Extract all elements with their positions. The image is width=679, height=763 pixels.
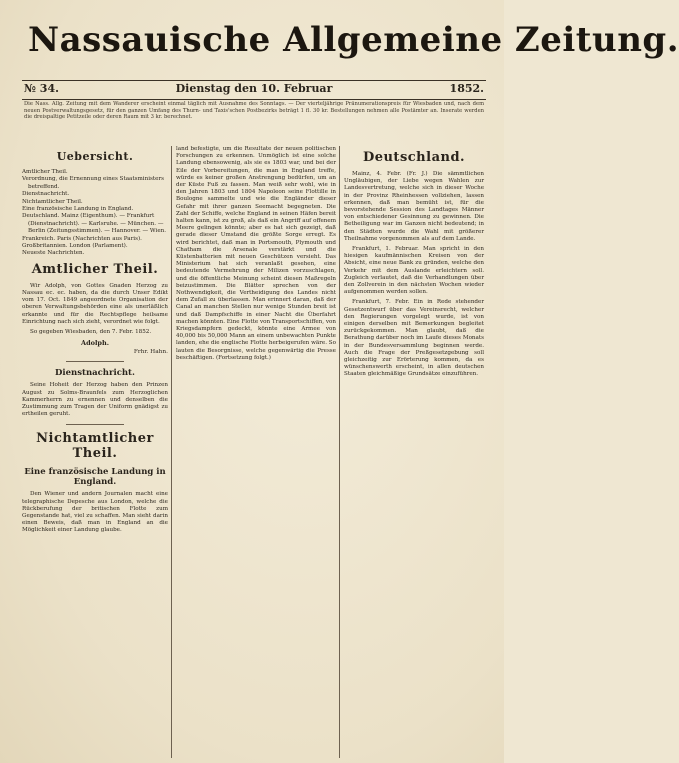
column-1 xyxy=(22,146,168,758)
article-continuation-text: land befestigte, um die Resultate der neuen politischen Forschungen zu erkennen. Unmöglich ist eine solche Landung ebensowenig, als sie es 1803 war, und bei der Eile der Vorbereitungen, die man in England treffe, würde es keiner großen Anstrengung bedürfen, um an der Küste Fuß zu fassen. Man weiß sehr wohl, wie in den Jahren 1803 und 1804 Napoleon seine Flottille in Boulogne sammelte und wie die Engländer dieser Gefahr mit ihrer ganzen Seemacht begegneten. Die Zahl der Schiffe, welche England in seinen Häfen bereit halten kann, ist zu groß, als daß ein Angriff auf offenem Meere gelingen könnte; aber es hat sich gezeigt, daß gerade dieser Umstand die größte Sorge erregt. Es wird berichtet, daß man in Portsmouth, Plymouth und Chatham die Arsenale verstärkt und die Küstenbatterien mit neuen Geschützen versieht. Das Ministerium hat sich veranlaßt gesehen, eine bedeutende Vermehrung der Milizen vorzuschlagen, und die öffentliche Meinung scheint diesen Maßregeln beizustimmen. Die Blätter sprechen von der Nothwendigkeit, die Vertheidigung des Landes nicht dem Zufall zu überlassen. Man erinnert daran, daß der Canal an manchen Stellen nur wenige Stunden breit ist und daß Dampfschiffe in einer Nacht die Überfahrt machen könnten. Eine Flotte von Transportschiffen, von Kriegsdampfern gedeckt, könnte eine Armee von 40,000 bis 50,000 Mann an einem unbewachten Punkte landen, ehe die englische Flotte herbeigerufen wäre. So lauten die Besorgnisse, welche gegenwärtig die Presse beschäftigen. (Fortsetzung folgt.) xyxy=(176,146,336,361)
decree-countersignature: Frhr. Hahn. xyxy=(133,349,168,356)
toc-item: Verordnung, die Ernennung eines Staatsministers betreffend. xyxy=(22,176,164,190)
issue-number: № 34. xyxy=(24,82,59,95)
issue-dateline xyxy=(22,80,486,100)
overview-heading: Uebersicht. xyxy=(56,150,134,163)
decree-place-date: So gegeben Wiesbaden, den 7. Febr. 1852. xyxy=(30,329,152,336)
section-divider xyxy=(66,424,124,425)
news-item-frankfurt-2: Frankfurt, 7. Febr. Ein in Rede stehender Gesetzentwurf über das Vereinsrecht, welcher den Regierungen vorgelegt wurde, ist von einigen derselben mit Bemerkungen begleitet zurückgekommen. Man glaubt, daß die Berathung darüber noch im Laufe dieses Monats in der Bundesversammlung beginnen werde. Auch die Frage der Preßgesetzgebung soll gleichzeitig zur Erörterung kommen, da es wünschenswerth erscheint, in allen deutschen Staaten gleichmäßige Grundsätze einzuführen. xyxy=(344,299,484,378)
toc-item: Neueste Nachrichten. xyxy=(22,250,85,257)
issue-year: 1852. xyxy=(449,82,484,95)
article-heading: Eine französische Landung in England. xyxy=(24,467,166,488)
toc-item: Amtlicher Theil. xyxy=(22,169,68,175)
service-news-heading: Dienstnachricht. xyxy=(55,368,135,379)
news-item-frankfurt: Frankfurt, 1. Februar. Man spricht in den hiesigen kaufmännischen Kreisen von der Absicht, eine neue Bank zu gründen, welche den Verkehr mit dem Auslande erleichtern soll. Zugleich verlautet, daß die Verhandlungen über den Zollverein in den nächsten Wochen wieder aufgenommen werden sollen. xyxy=(344,246,484,296)
decree-signature: Adolph. xyxy=(81,339,109,348)
toc-item: Dienstnachricht. xyxy=(22,191,70,198)
toc-item: Eine französische Landung in England. xyxy=(22,206,134,213)
column-rule xyxy=(171,146,172,758)
toc-item: Nichtamtlicher Theil. xyxy=(22,198,83,205)
column-2 xyxy=(176,146,336,758)
article-text: Den Wiener und andern Journalen macht eine telegraphische Depesche aus London, welche die Rückberufung der britischen Flotte zum Gegenstande hat, viel zu schaffen. Man sieht darin einen Beweis, daß man in England an die Möglichkeit einer Landung glaube. xyxy=(22,491,168,534)
section-divider xyxy=(66,361,124,362)
subscription-notice: Die Nass. Allg. Zeitung mit dem Wanderer erscheint einmal täglich mit Ausnahme des Sonntags. — Der vierteljährige Pränumerationspreis für Wiesbaden und, nach dem neuen Postverwaltungsgesetz, für den ganzen Umfang des Thurn- und Taxis'schen Postbezirks beträgt 1 fl. 30 kr. Bestellungen nehmen alle Postämter an. Inserate werden die dreispaltige Petitzeile oder deren Raum mit 3 kr. berechnet. xyxy=(24,101,484,121)
germany-section-heading: Deutschland. xyxy=(362,150,466,165)
news-item-mainz: Mainz, 4. Febr. (Fr. J.) Die sämmtlichen Ungläubigen, der Liebe wegen Wahlen zur Landesvertretung, welche sich in dieser Woche in der Provinz Rheinhessen vollziehen, lassen erkennen, daß man bemüht ist, für die bevorstehende Session des Landtages Männer von entschiedener Gesinnung zu gewinnen. Die Betheiligung war im Ganzen nicht bedeutend; in den Städten wurde die Wahl mit größerer Theilnahme vorgenommen als auf dem Lande. xyxy=(344,171,484,242)
column-3 xyxy=(344,146,484,758)
service-news-text: Seine Hoheit der Herzog haben den Prinzen August zu Solms-Braunfels zum Herzoglichen Kammerherrn zu ernennen und denselben die Zustimmung zum Tragen der Uniform gnädigst zu ertheilen geruht. xyxy=(22,382,168,418)
column-rule xyxy=(339,146,340,758)
toc-item: Frankreich. Paris (Nachrichten aus Paris). xyxy=(22,235,142,242)
toc-item: Großbritannien. London (Parlament). xyxy=(22,243,128,250)
toc-item: Deutschland. Mainz (Eigenthum). — Frankfurt (Dienstnachricht). — Karlsruhe. — München. — Berlin (Zeitungsstimmen). — Hannover. — Wien. xyxy=(22,213,167,235)
official-section-heading: Amtlicher Theil. xyxy=(31,261,159,277)
official-decree-text: Wir Adolph, von Gottes Gnaden Herzog zu Nassau ec. ec. haben, da die durch Unser Edikt vom 17. Oct. 1849 angeordnete Organisation der oberen Verwaltungsbehörden eine als unerläßlich erkannte und für die Rechtspflege heilsame Einrichtung nach sich zieht, verordnet wie folgt. xyxy=(22,282,168,325)
table-of-contents xyxy=(22,169,168,258)
unofficial-section-heading: Nichtamtlicher Theil. xyxy=(36,431,154,462)
issue-date: Dienstag den 10. Februar xyxy=(175,82,333,95)
newspaper-masthead: Nassauische Allgemeine Zeitung. xyxy=(28,20,679,60)
